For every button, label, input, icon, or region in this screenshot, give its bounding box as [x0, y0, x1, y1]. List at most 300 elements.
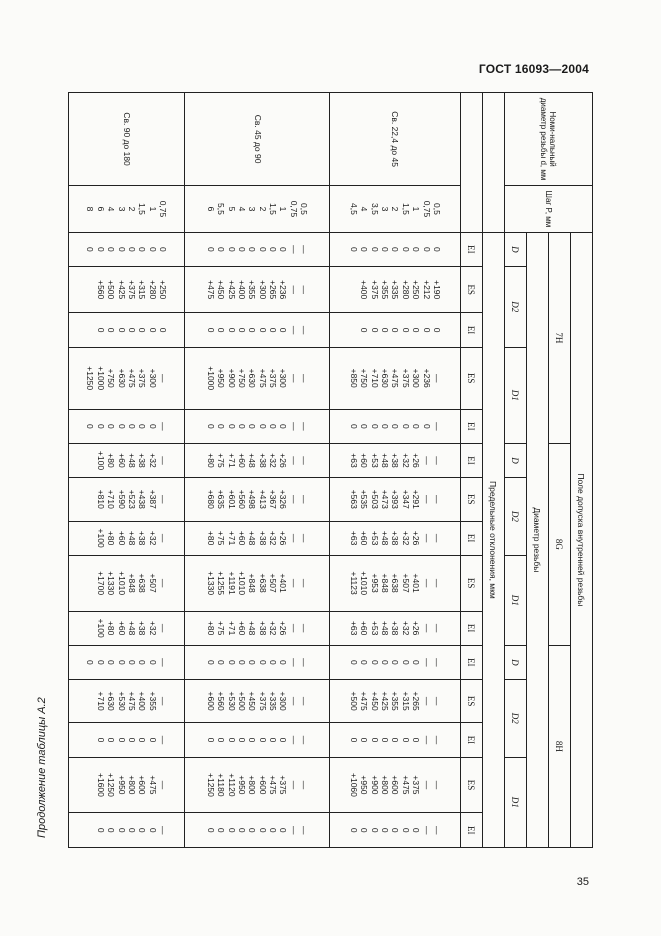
- deviation-value: —: [288, 285, 299, 294]
- deviation-value: —: [299, 456, 310, 465]
- g8-d1-ei-cell: [330, 611, 461, 645]
- deviation-value: —: [431, 533, 442, 543]
- deviation-value: 0: [147, 246, 158, 252]
- deviation-value: +53: [369, 453, 380, 468]
- field-7h-header: 7H: [549, 232, 571, 443]
- deviation-value: 0: [137, 423, 148, 429]
- deviation-value: 0: [106, 423, 117, 429]
- deviation-value: +38: [257, 530, 268, 546]
- deviation-value: —: [431, 373, 442, 383]
- deviation-value: +630: [116, 368, 127, 388]
- deviation-value: —: [288, 325, 299, 335]
- deviation-value: 0: [236, 737, 247, 743]
- deviation-value: +425: [226, 280, 237, 300]
- deviation-value: —: [299, 735, 310, 745]
- deviation-value: 0: [127, 827, 138, 833]
- deviation-value: 0: [236, 423, 247, 429]
- deviation-value: —: [421, 658, 432, 667]
- deviation-value: 0: [369, 327, 380, 333]
- step-value: 0,75: [158, 200, 169, 218]
- deviation-value: +563: [348, 489, 359, 509]
- deviation-value: —: [288, 245, 299, 254]
- deviation-value: +347: [400, 489, 411, 509]
- h8-d1-es-cell: [69, 757, 185, 813]
- deviation-value: 0: [421, 246, 432, 252]
- ei-header: EI: [461, 645, 483, 679]
- deviation-value: +475: [127, 691, 138, 711]
- deviation-value: +32: [147, 620, 158, 636]
- deviation-value: 0: [400, 827, 411, 833]
- deviation-value: +475: [390, 368, 401, 388]
- step-value: 4: [236, 206, 247, 212]
- deviation-value: 0: [95, 827, 106, 833]
- g8-d-ei-cell: [69, 443, 185, 477]
- ei-header: EI: [461, 232, 483, 266]
- deviation-value: +560: [236, 489, 247, 509]
- deviation-value: —: [299, 533, 310, 543]
- d1-header: [505, 555, 527, 645]
- deviation-value: +32: [268, 620, 279, 636]
- d-header: D: [505, 443, 527, 477]
- deviation-value: +475: [127, 368, 138, 388]
- deviation-value: 0: [116, 246, 127, 252]
- step-value: 5,5: [216, 203, 227, 215]
- deviation-value: +1010: [116, 571, 127, 596]
- deviation-value: +265: [268, 280, 279, 300]
- step-value: 5: [226, 206, 237, 212]
- deviation-value: +638: [390, 573, 401, 593]
- deviation-value: +950: [116, 775, 127, 795]
- deviation-value: 0: [369, 246, 380, 252]
- deviation-value: +63: [348, 620, 359, 636]
- deviation-value: +80: [205, 620, 216, 636]
- deviation-value: 0: [205, 827, 216, 833]
- deviation-value: 0: [411, 827, 422, 833]
- g8-d1-ei-cell: [69, 611, 185, 645]
- deviation-value: +900: [369, 775, 380, 795]
- deviation-value: 0: [257, 737, 268, 743]
- deviation-value: —: [299, 495, 310, 504]
- page-number: 35: [576, 876, 589, 888]
- deviation-value: 0: [268, 246, 279, 252]
- deviation-value: +250: [411, 280, 422, 300]
- deviation-value: 0: [421, 423, 432, 429]
- deviation-value: +38: [137, 453, 148, 468]
- deviation-value: 0: [278, 659, 289, 665]
- g8-d2-es-cell: [330, 478, 461, 521]
- deviation-value: 0: [359, 827, 370, 833]
- deviation-value: 0: [411, 327, 422, 333]
- deviation-value: —: [431, 696, 442, 706]
- deviation-value: —: [299, 658, 310, 667]
- deviation-value: 0: [247, 423, 258, 429]
- deviation-value: 0: [226, 246, 237, 252]
- deviation-value: 0: [147, 327, 158, 333]
- deviation-value: +630: [247, 368, 258, 388]
- step-value: 1,5: [400, 203, 411, 215]
- deviation-value: +291: [411, 489, 422, 509]
- deviation-value: 0: [116, 327, 127, 333]
- deviation-value: —: [158, 780, 169, 790]
- deviation-value: +335: [268, 691, 279, 711]
- deviation-value: +300: [257, 280, 268, 300]
- table-row: [330, 93, 461, 848]
- deviation-value: 0: [106, 246, 117, 252]
- deviation-value: 0: [278, 737, 289, 743]
- deviation-value: +1330: [106, 571, 117, 596]
- deviation-value: +60: [359, 530, 370, 546]
- deviation-value: 0: [106, 659, 117, 665]
- deviation-value: +590: [116, 489, 127, 509]
- deviation-value: +26: [278, 620, 289, 636]
- deviation-value: +1250: [85, 366, 96, 391]
- deviation-value: +80: [106, 530, 117, 546]
- deviation-value: —: [431, 495, 442, 504]
- deviation-value: +848: [247, 573, 258, 593]
- deviation-value: 0: [95, 327, 106, 333]
- step-value: 1: [278, 206, 289, 212]
- deviation-value: —: [431, 658, 442, 667]
- deviation-value: +401: [411, 573, 422, 593]
- deviation-value: 0: [390, 659, 401, 665]
- deviation-value: —: [299, 696, 310, 706]
- field-8g-header: 8G: [549, 443, 571, 645]
- deviation-value: +26: [278, 453, 289, 468]
- deviation-value: +1700: [95, 571, 106, 596]
- deviation-value: 0: [137, 246, 148, 252]
- table-caption: Продолжение таблицы А.2: [36, 697, 48, 838]
- deviation-value: +32: [268, 453, 279, 468]
- deviation-value: +48: [379, 453, 390, 468]
- deviation-value: 0: [106, 827, 117, 833]
- deviation-value: +280: [147, 280, 158, 300]
- deviation-value: 0: [431, 246, 442, 252]
- deviation-value: 0: [205, 246, 216, 252]
- deviation-value: —: [288, 735, 299, 745]
- deviation-value: +425: [379, 691, 390, 711]
- deviation-value: +265: [411, 691, 422, 711]
- deviation-value: 0: [226, 423, 237, 429]
- g8-d1-es-cell: [69, 555, 185, 611]
- deviation-value: —: [158, 373, 169, 383]
- h8-d2-es-cell: [69, 679, 185, 722]
- deviation-value: —: [431, 825, 442, 835]
- deviation-value: 0: [216, 827, 227, 833]
- d2-header: [505, 478, 527, 556]
- es-header: ES: [461, 478, 483, 521]
- deviation-value: +300: [278, 368, 289, 388]
- deviation-value: +1600: [95, 773, 106, 797]
- deviation-value: 0: [147, 659, 158, 665]
- deviation-value: 0: [95, 246, 106, 252]
- deviation-value: +950: [359, 775, 370, 795]
- deviation-value: 0: [400, 246, 411, 252]
- deviation-value: +26: [411, 620, 422, 636]
- deviation-value: —: [288, 825, 299, 835]
- step-value: 1: [147, 206, 158, 212]
- deviation-value: +710: [369, 368, 380, 388]
- nominal-diameter-cell: Св. 45 до 90: [185, 93, 330, 186]
- deviation-value: +80: [205, 530, 216, 546]
- deviation-value: 0: [390, 827, 401, 833]
- deviation-value: 0: [348, 423, 359, 429]
- deviation-value: +810: [95, 489, 106, 509]
- h7-d2-ei-cell: [69, 313, 185, 347]
- deviation-value: +507: [268, 573, 279, 593]
- deviation-value: +38: [257, 620, 268, 636]
- deviation-value: 0: [106, 327, 117, 333]
- deviation-value: 0: [127, 327, 138, 333]
- deviation-value: —: [299, 780, 310, 790]
- step-value: 2: [127, 206, 138, 212]
- deviation-value: —: [158, 578, 169, 588]
- deviation-value: +375: [257, 691, 268, 711]
- deviation-value: —: [158, 623, 169, 633]
- deviation-value: +300: [411, 368, 422, 388]
- deviation-value: 0: [411, 246, 422, 252]
- deviation-value: 0: [400, 659, 411, 665]
- deviation-value: +315: [400, 691, 411, 711]
- deviation-value: 0: [257, 827, 268, 833]
- h7-d2-ei-cell: [330, 313, 461, 347]
- deviation-value: +1255: [216, 571, 227, 596]
- deviation-value: +710: [106, 489, 117, 509]
- deviation-value: 0: [411, 737, 422, 743]
- corner-spacer-2: [461, 93, 483, 233]
- header-row-1: [571, 93, 593, 848]
- deviation-value: —: [288, 373, 299, 383]
- deviation-value: —: [288, 456, 299, 465]
- deviation-value: +393: [390, 489, 401, 509]
- deviation-value: +498: [247, 489, 258, 509]
- deviation-value: +71: [226, 453, 237, 468]
- deviation-value: +630: [379, 368, 390, 388]
- deviation-value: 0: [257, 246, 268, 252]
- ei-header: EI: [461, 409, 483, 443]
- deviation-value: 0: [205, 737, 216, 743]
- step-value: 3,5: [369, 203, 380, 215]
- deviation-value: +300: [147, 368, 158, 388]
- h7-d1-ei-cell: [185, 409, 330, 443]
- h7-d1-es-cell: [185, 347, 330, 409]
- deviation-value: +32: [147, 453, 158, 468]
- deviation-value: [85, 524, 95, 553]
- step-value: 1: [411, 206, 422, 212]
- ei-header: EI: [461, 813, 483, 848]
- deviation-value: —: [431, 456, 442, 465]
- deviation-value: +500: [236, 691, 247, 711]
- deviation-value: +475: [268, 775, 279, 795]
- deviation-value: —: [158, 422, 169, 431]
- deviation-value: +75: [216, 530, 227, 546]
- deviation-value: +315: [137, 280, 148, 300]
- deviation-value: +60: [236, 530, 247, 546]
- h7-d1-es-cell: [69, 347, 185, 409]
- deviation-value: 0: [127, 423, 138, 429]
- h7-d-ei-cell: [69, 232, 185, 266]
- deviation-value: 0: [95, 659, 106, 665]
- deviation-value: +75: [216, 453, 227, 468]
- ei-header: EI: [461, 723, 483, 757]
- g8-d2-ei-cell: [330, 521, 461, 555]
- deviation-value: —: [299, 422, 310, 431]
- deviation-value: +355: [247, 280, 258, 300]
- deviation-value: +355: [379, 280, 390, 300]
- deviation-value: +38: [137, 530, 148, 546]
- step-value: 4: [359, 206, 370, 212]
- deviation-value: +953: [369, 573, 380, 593]
- deviation-value: 0: [216, 659, 227, 665]
- deviation-value: 0: [226, 827, 237, 833]
- deviation-value: 0: [158, 246, 169, 252]
- deviation-value: 0: [216, 246, 227, 252]
- h8-d1-ei-cell: [330, 813, 461, 848]
- d2-label: D2: [510, 301, 521, 313]
- deviation-value: +32: [400, 530, 411, 546]
- ei-header: EI: [461, 521, 483, 555]
- table-row: [185, 93, 330, 848]
- h8-d1-es-cell: [330, 757, 461, 813]
- deviation-value: —: [288, 623, 299, 633]
- deviation-value: 0: [205, 327, 216, 333]
- deviation-value: —: [431, 422, 442, 431]
- deviation-value: +535: [359, 489, 370, 509]
- h8-d2-ei-cell: [69, 723, 185, 757]
- deviation-value: 0: [116, 737, 127, 743]
- deviation-value: +60: [116, 530, 127, 546]
- deviation-value: [85, 446, 95, 475]
- deviation-value: 0: [268, 737, 279, 743]
- deviation-value: +300: [278, 691, 289, 711]
- deviation-value: +530: [226, 691, 237, 711]
- deviation-value: 0: [379, 659, 390, 665]
- deviation-value: —: [299, 578, 310, 588]
- deviation-value: +1250: [106, 773, 117, 797]
- step-value: 2: [390, 206, 401, 212]
- deviation-value: +1120: [226, 773, 237, 797]
- deviation-value: +601: [226, 489, 237, 509]
- h8-d-ei-cell: [185, 645, 330, 679]
- deviation-value: 0: [359, 737, 370, 743]
- deviation-value: —: [421, 623, 432, 633]
- deviation-value: +1010: [236, 571, 247, 596]
- deviation-value: +63: [348, 453, 359, 468]
- es-header: ES: [461, 266, 483, 313]
- deviation-value: +26: [411, 530, 422, 546]
- deviation-value: 0: [268, 827, 279, 833]
- deviation-value: —: [299, 325, 310, 335]
- deviation-value: +100: [95, 450, 106, 471]
- deviation-value: +635: [216, 489, 227, 509]
- deviation-value: [348, 269, 358, 311]
- deviation-value: +450: [216, 280, 227, 300]
- deviation-value: [85, 269, 95, 311]
- deviation-value: +236: [278, 280, 289, 300]
- deviation-value: [85, 558, 95, 609]
- d1-label: D1: [510, 389, 521, 401]
- table-row: [69, 93, 185, 848]
- d2-header: [505, 266, 527, 347]
- deviation-value: [85, 315, 95, 344]
- deviation-value: 0: [390, 423, 401, 429]
- h7-d2-es-cell: [185, 266, 330, 313]
- deviation-value: —: [288, 658, 299, 667]
- deviation-value: +32: [147, 530, 158, 546]
- deviation-value: 0: [247, 659, 258, 665]
- step-value: 3: [379, 206, 390, 212]
- deviation-value: —: [421, 696, 432, 706]
- deviation-value: +475: [257, 368, 268, 388]
- step-value: 3: [247, 206, 258, 212]
- deviation-value: 0: [348, 737, 359, 743]
- tolerance-table: [68, 92, 593, 848]
- deviation-value: 0: [411, 423, 422, 429]
- deviation-value: 0: [400, 737, 411, 743]
- deviation-value: —: [158, 825, 169, 835]
- deviation-value: 0: [137, 327, 148, 333]
- deviation-value: 0: [359, 246, 370, 252]
- deviation-value: +32: [400, 620, 411, 636]
- deviation-value: +400: [236, 280, 247, 300]
- deviation-value: +355: [390, 691, 401, 711]
- es-header: ES: [461, 679, 483, 722]
- deviation-value: 0: [216, 737, 227, 743]
- deviation-value: +375: [411, 775, 422, 795]
- es-header: ES: [461, 757, 483, 813]
- deviation-value: 0: [226, 327, 237, 333]
- g8-d-ei-cell: [185, 443, 330, 477]
- deviation-value: +800: [247, 775, 258, 795]
- deviation-value: +1010: [359, 571, 370, 596]
- h7-d2-es-cell: [330, 266, 461, 313]
- d1-label: D1: [510, 594, 521, 606]
- deviation-value: 0: [359, 659, 370, 665]
- h8-d-ei-cell: [330, 645, 461, 679]
- deviation-value: +75: [216, 620, 227, 636]
- deviation-value: —: [158, 735, 169, 745]
- deviation-value: 0: [369, 423, 380, 429]
- deviation-value: 0: [158, 327, 169, 333]
- deviation-value: +475: [147, 775, 158, 795]
- es-header: ES: [461, 347, 483, 409]
- deviation-value: 0: [278, 246, 289, 252]
- deviation-value: +60: [359, 453, 370, 468]
- deviation-value: +630: [106, 691, 117, 711]
- h8-d2-es-cell: [185, 679, 330, 722]
- deviation-value: —: [431, 623, 442, 633]
- nominal-diameter-cell: Св. 90 до 180: [69, 93, 185, 186]
- deviation-value: —: [288, 422, 299, 431]
- deviation-value: 0: [205, 659, 216, 665]
- step-header: Шаг P, мм: [505, 186, 593, 233]
- h7-d2-es-cell: [69, 266, 185, 313]
- deviation-value: +32: [400, 453, 411, 468]
- deviation-value: 0: [390, 737, 401, 743]
- deviation-value: +326: [278, 489, 289, 509]
- es-header: ES: [461, 555, 483, 611]
- deviation-value: 0: [85, 423, 96, 429]
- deviation-value: —: [299, 373, 310, 383]
- deviation-value: +38: [390, 530, 401, 546]
- deviation-value: +500: [106, 280, 117, 300]
- deviation-value: 0: [137, 827, 148, 833]
- deviation-value: 0: [411, 659, 422, 665]
- deviation-value: 0: [236, 327, 247, 333]
- deviation-value: +900: [226, 368, 237, 388]
- deviation-value: +53: [369, 620, 380, 636]
- g8-d2-ei-cell: [69, 521, 185, 555]
- deviation-value: +710: [95, 691, 106, 711]
